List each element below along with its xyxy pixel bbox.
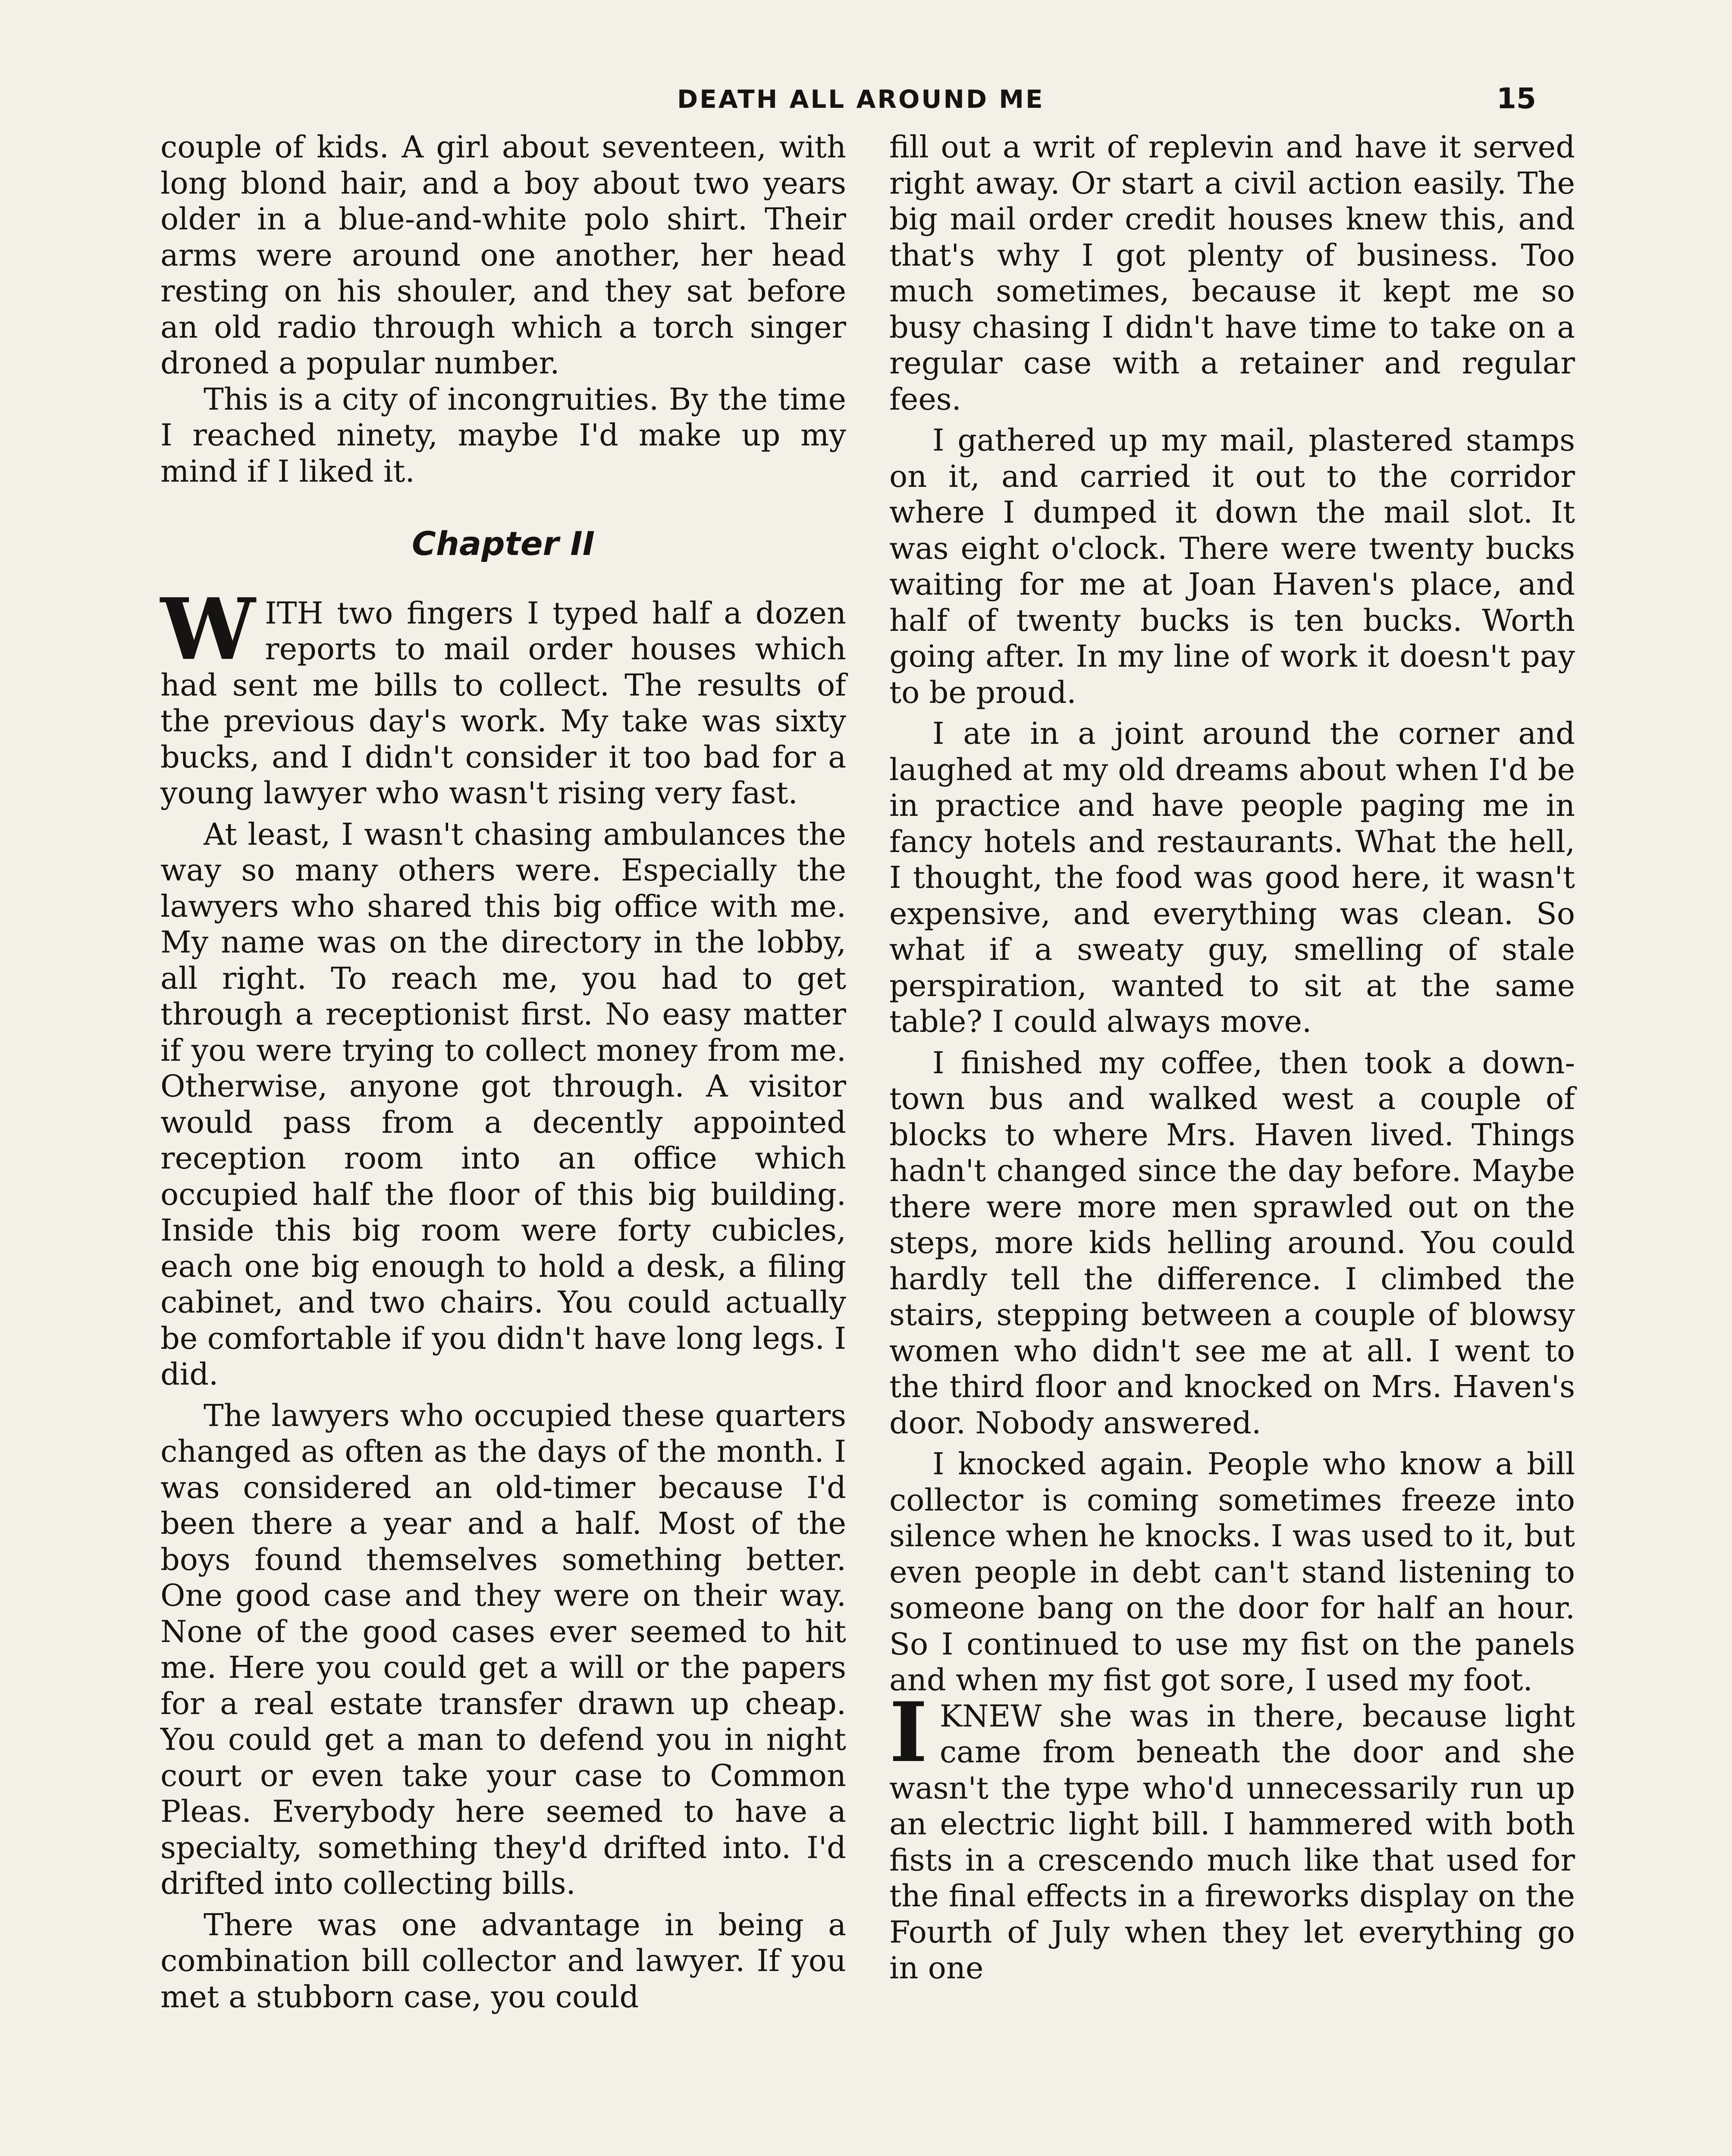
paragraph: There was one advantage in being a combination bill collector and lawyer. If you met a stubborn case, you could [160,1907,846,2015]
paragraph: This is a city of incongruities. By the time I reached ninety, maybe I'd make up my mind if I liked it. [160,381,846,489]
paragraph-text: ITH two fingers I typed half a dozen reports to mail order houses which had sent me bills to collect. The results of the previous day's work. My take was sixty bucks, and I didn't consider it too bad for a young lawyer who wasn't rising very fast. [160,595,846,811]
paragraph: At least, I wasn't chasing ambulances the way so many others were. Especially the lawyers who shared this big office with me. My name was on the directory in the lobby, all right. To reach me, you had to get through a receptionist first. No easy matter if you were trying to collect money from me. Otherwise, anyone got through. A visitor would pass from a decently appointed reception room into an office which occupied half the floor of this big building. Inside this big room were forty cubicles, each one big enough to hold a desk, a filing cabinet, and two chairs. You could actually be comfortable if you didn't have long legs. I did. [160,816,846,1392]
chapter-opening-paragraph [160,580,846,812]
right-column [889,129,1575,1987]
paragraph: couple of kids. A girl about seventeen, with long blond hair, and a boy about two years older in a blue-and-white polo shirt. Their arms were around one another, her head resting on his shouler, and they sat before an old radio through which a torch singer droned a popular number. [160,129,846,381]
paragraph: I gathered up my mail, plastered stamps on it, and carried it out to the corridor where I dumped it down the mail slot. It was eight o'clock. There were twenty bucks waiting for me at Joan Haven's place, and half of twenty bucks is ten bucks. Worth going after. In my line of work it doesn't pay to be proud. [889,423,1575,710]
left-column [160,129,846,2015]
paragraph: The lawyers who occupied these quarters changed as often as the days of the month. I was considered an old-timer because I'd been there a year and a half. Most of the boys found themselves something better. One good case and they were on their way. None of the good cases ever seemed to hit me. Here you could get a will or the papers for a real estate transfer drawn up cheap. You could get a man to defend you in night court or even take your case to Common Pleas. Everybody here seemed to have a specialty, something they'd drifted into. I'd drifted into collecting bills. [160,1398,846,1901]
paragraph: I ate in a joint around the corner and laughed at my old dreams about when I'd be in practice and have people paging me in fancy hotels and restaurants. What the hell, I thought, the food was good here, it wasn't expensive, and everything was clean. So what if a sweaty guy, smelling of stale perspiration, wanted to sit at the same table? I could always move. [889,716,1575,1039]
drop-cap: W [160,580,256,679]
section-opening-paragraph [889,1684,1575,1987]
paragraph: I knocked again. People who know a bill collector is coming sometimes freeze into silence when he knocks. I was used to it, but even people in debt can't stand listening to someone bang on the door for half an hour. So I continued to use my fist on the panels and when my fist got sore, I used my foot. [889,1446,1575,1698]
paragraph: I finished my coffee, then took a downtown bus and walked west a couple of blocks to where Mrs. Haven lived. Things hadn't changed since the day before. Maybe there were more men sprawled out on the steps, more kids helling around. You could hardly tell the difference. I climbed the stairs, stepping between a couple of blowsy women who didn't see me at all. I went to the third floor and knocked on Mrs. Haven's door. Nobody answered. [889,1045,1575,1441]
chapter-heading: Chapter II [412,524,595,563]
page-number: 15 [1497,82,1536,115]
paragraph: fill out a writ of replevin and have it served right away. Or start a civil action easily. The big mail order credit houses knew this, and that's why I got plenty of business. Too much sometimes, because it kept me so busy chasing I didn't have time to take on a regular case with a retainer and regular fees. [889,129,1575,417]
running-title: DEATH ALL AROUND ME [677,85,1045,114]
drop-cap: I [889,1684,928,1780]
paragraph-text: KNEW she was in there, because light came from beneath the door and she wasn't the type who'd unnecessarily run up an electric light bill. I hammered with both fists in a crescendo much like that used for the final effects in a fireworks display on the Fourth of July when they let everything go in one [889,1698,1575,1986]
